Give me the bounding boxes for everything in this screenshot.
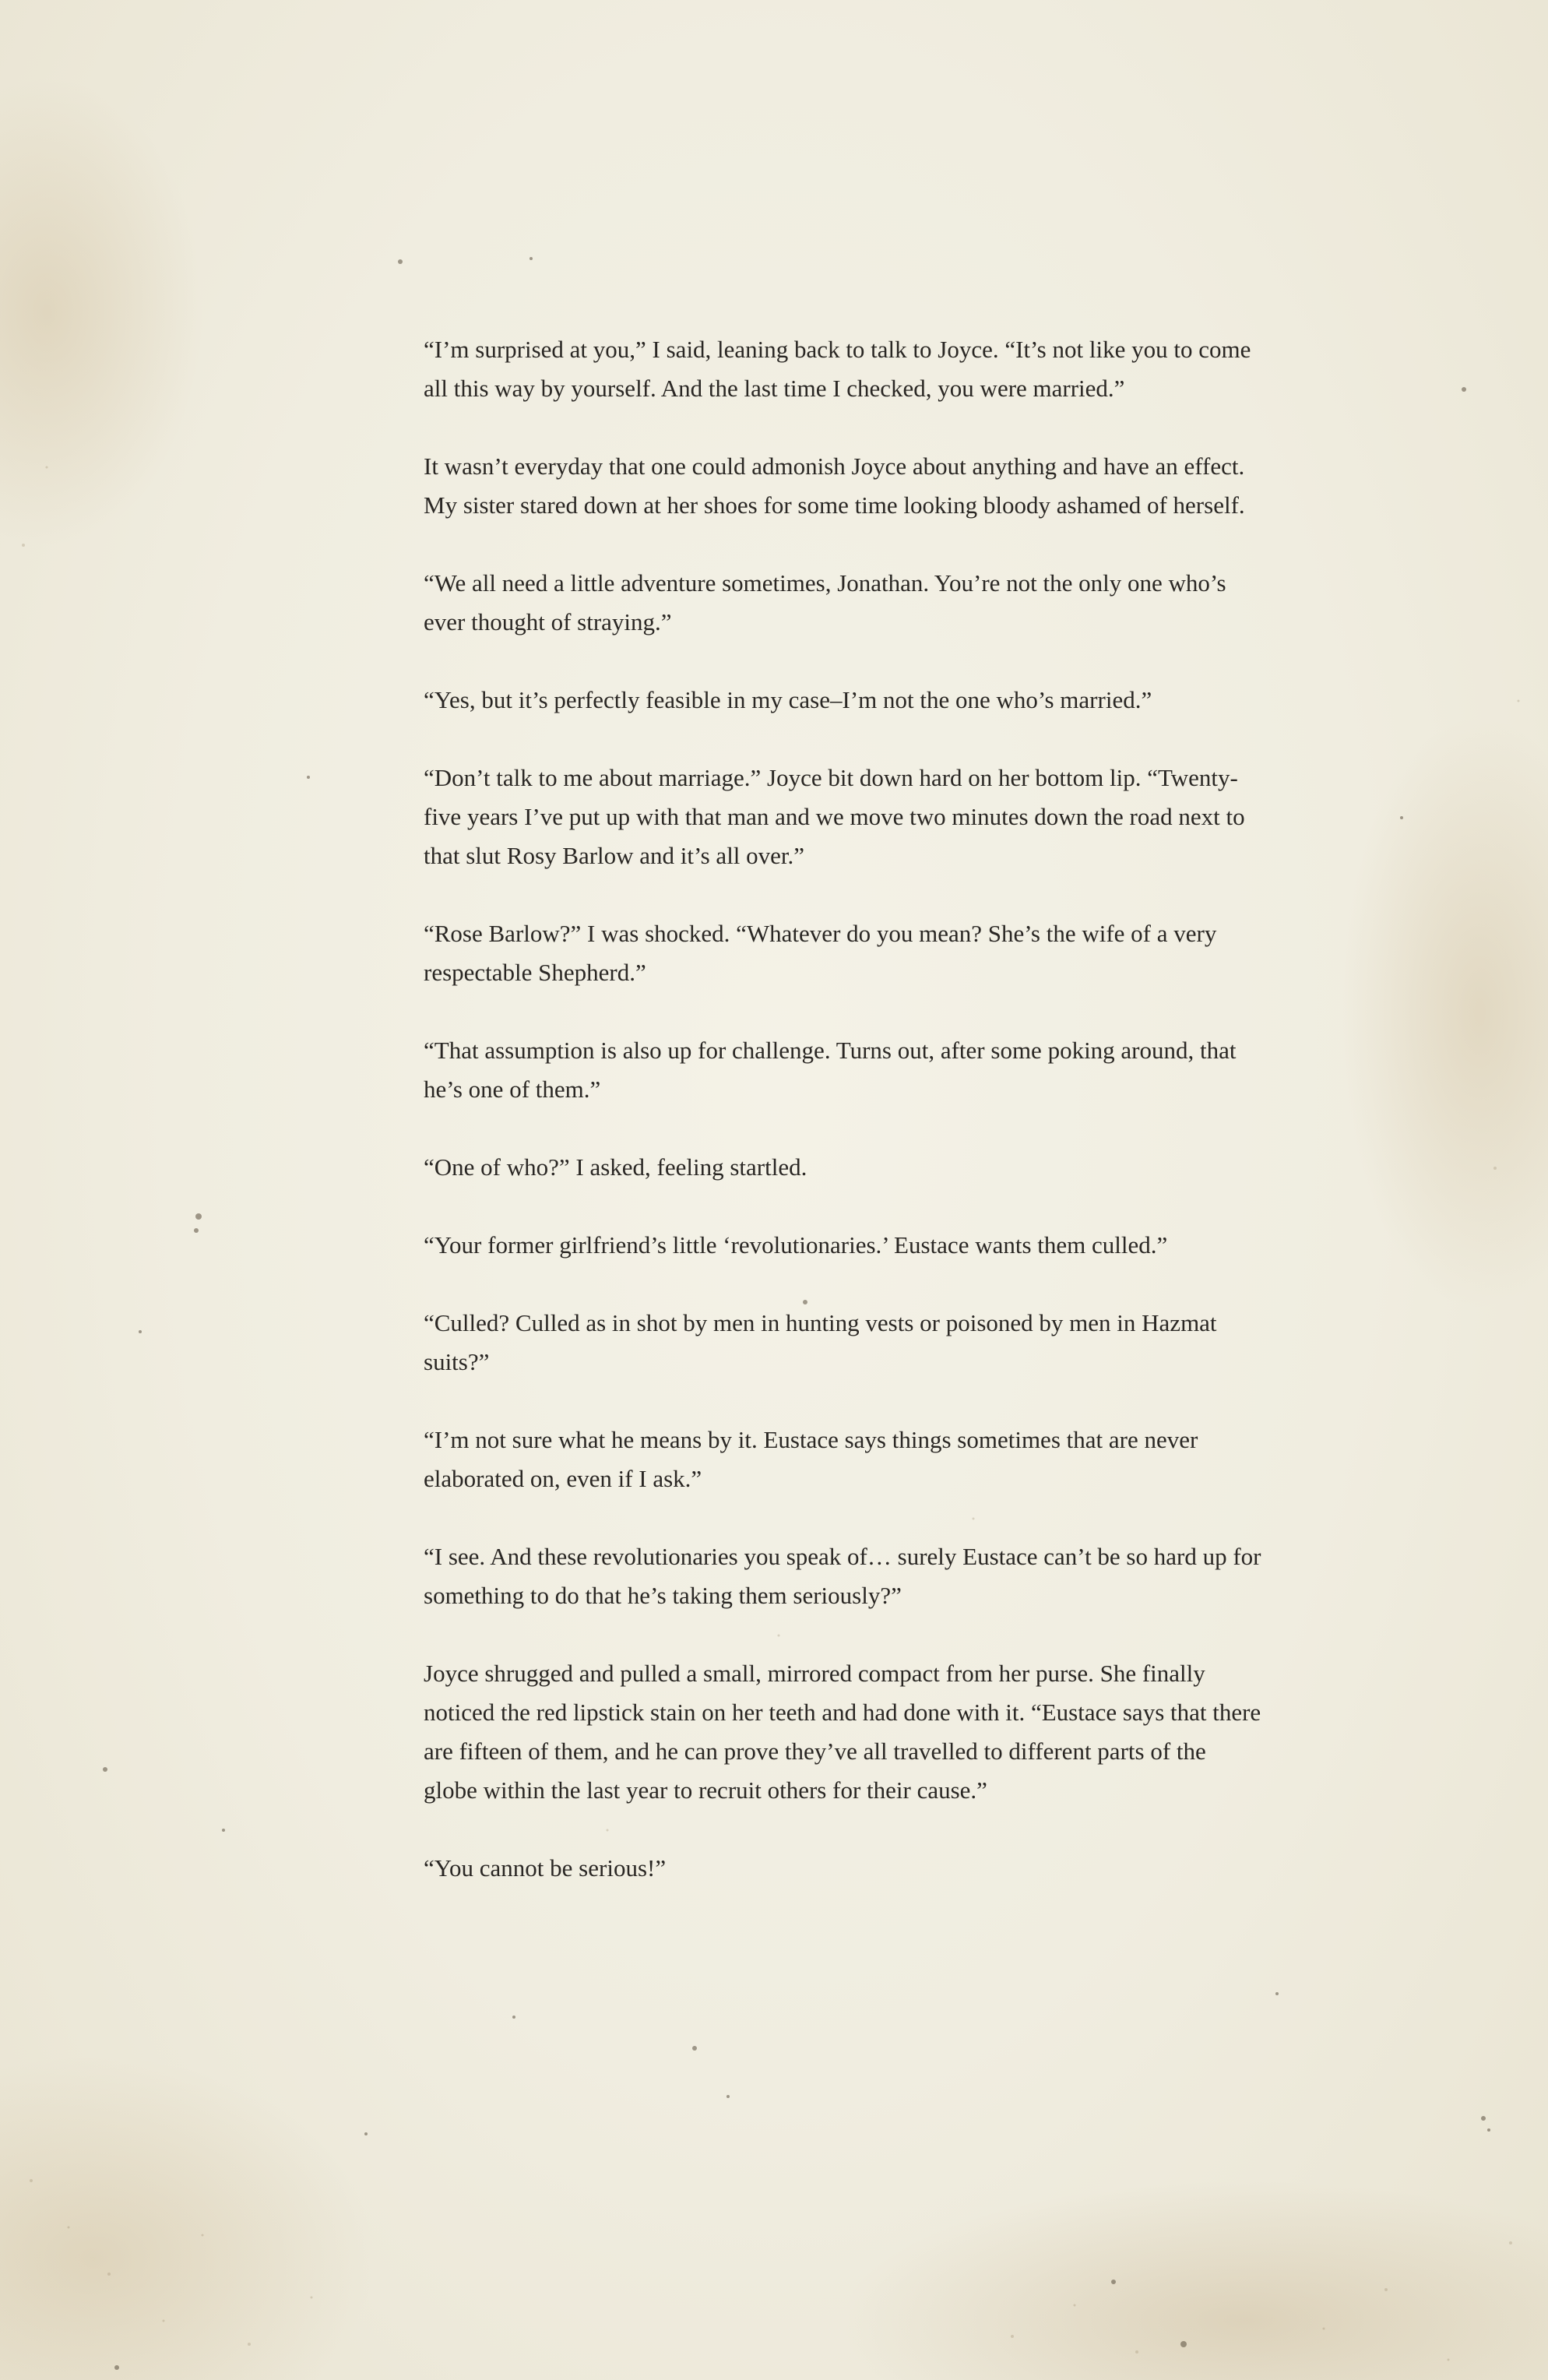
paragraph: “Culled? Culled as in shot by men in hunting vests or poisoned by men in Hazmat suits?”	[424, 1309, 1217, 1375]
paragraph: “That assumption is also up for challenge. Turns out, after some poking around, that he’s one of them.”	[424, 1037, 1237, 1103]
paragraph: “You cannot be serious!”	[424, 1854, 667, 1882]
stain-bottom-right	[841, 2181, 1548, 2380]
paragraph: “Yes, but it’s perfectly feasible in my case–I’m not the one who’s married.”	[424, 686, 1152, 713]
paragraph: “I’m not sure what he means by it. Eustace says things sometimes that are never elaborated on, even if I ask.”	[424, 1426, 1198, 1492]
story-text	[424, 330, 1265, 1888]
paragraph: “Your former girlfriend’s little ‘revolutionaries.’ Eustace wants them culled.”	[424, 1231, 1168, 1259]
stain-right	[1339, 716, 1548, 1308]
paragraph: “Don’t talk to me about marriage.” Joyce bit down hard on her bottom lip. “Twenty-five years I’ve put up with that man and we move two minutes down the road next to that slut Rosy Barlow and it’s all over.”	[424, 764, 1245, 869]
paragraph: “Rose Barlow?” I was shocked. “Whatever do you mean? She’s the wife of a very respectable Shepherd.”	[424, 920, 1217, 986]
paragraph: Joyce shrugged and pulled a small, mirrored compact from her purse. She finally noticed the red lipstick stain on her teeth and had done with it. “Eustace says that there are fifteen of them, and he can prove they’ve all travelled to different parts of the globe within the last year to recruit others for their cause.”	[424, 1660, 1261, 1804]
stain-left	[0, 78, 202, 545]
paragraph: “I’m surprised at you,” I said, leaning back to talk to Joyce. “It’s not like you to come all this way by yourself. And the last time I checked, you were married.”	[424, 336, 1251, 402]
stain-bottom-left	[0, 2056, 374, 2380]
paragraph: “We all need a little adventure sometimes, Jonathan. You’re not the only one who’s ever thought of straying.”	[424, 569, 1226, 635]
paragraph: “I see. And these revolutionaries you speak of… surely Eustace can’t be so hard up for something to do that he’s taking them seriously?”	[424, 1543, 1261, 1609]
paragraph: “One of who?” I asked, feeling startled.	[424, 1153, 807, 1181]
paragraph: It wasn’t everyday that one could admonish Joyce about anything and have an effect. My sister stared down at her shoes for some time looking bloody ashamed of herself.	[424, 452, 1245, 519]
